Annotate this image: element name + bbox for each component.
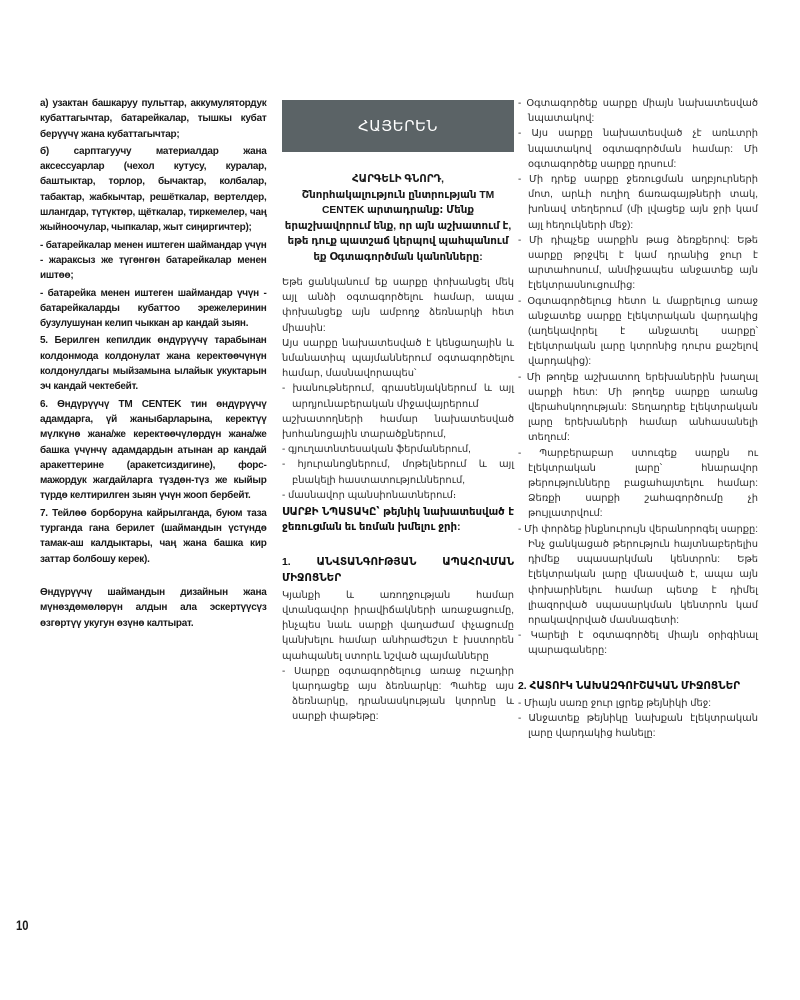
section-heading-special: 2. ՀԱՏՈՒԿ ՆԱԽԱԶԳՈՒՇԱԿԱՆ ՄԻՋՈՑՆԵՐ [518, 680, 741, 692]
left-paragraph: 5. Берилген кепилдик өндүрүүчү тарабынан колдонмода колдонулат жана керектөөчүнүн колдонулдагы мыйзамына ылайык укуктарын эч кандай чектебейт. [40, 335, 267, 393]
middle-list-item: - Սարքը օգտագործելուց առաջ ուշադիր կարդացեք այս ձեռնարկը: Պահեք այս ձեռնարկը, դրանասկության կտրոնը և սարքի փաթեթը: [282, 665, 514, 723]
right-list-item: - Օգտագործեք սարքը միայն նախատեսված նպատակով: [518, 98, 758, 125]
middle-list-item: - խանութներում, գրասենյակներում և այլ արդյունաբերական միջավայրերում [282, 383, 514, 410]
middle-list-item: - հյուրանոցներում, մոթելներում և այլ բնակելի հաստատություններում, [282, 459, 514, 486]
page-number: 10 [16, 917, 29, 933]
right-list-item: - Պարբերաբար ստուգեք սարքն ու էլեկտրական լարը՝ հնարավոր թերությունները բացահայտելու համար: Ձեռքի սարքի շահագործումը չի թույլատրվում: [518, 447, 758, 520]
intro-block [284, 172, 512, 265]
left-paragraph: 6. Өндүрүүчү ТМ CENTEK тин өндүрүүчү адамдарга, үй жаныбарларына, керектүү мүлкүнө жана/же керектөөчүлөрдүн жана/же башка үчүнчү адамдардын атынан ар кандай аракеттерине (аракетсиздигине), форс-мажордук жагдайларга түздөн-түз же кыйыр түрдө келтирилген зыян үчүн жооп бербейт. [40, 398, 267, 502]
right-list-item: - Մի դիպչեք սարքին թաց ձեռքերով: Եթե սարքը թրջվել է կամ դրանից ջուր է արտահոսում, անմիջապես անջատեք այն էլեկտրասնուցումից: [518, 234, 758, 292]
right-list-item: - Մի դրեք սարքը ջեռուցման աղբյուրների մոտ, արևի ուղիղ ճառագայթների տակ, խոնավ տեղերում (մի լվացեք այն ջրի կամ այլ հեղուկների մեջ): [518, 174, 758, 231]
middle-column-armenian [282, 96, 514, 725]
middle-paragraph: Կյանքի և առողջության համար վտանգավոր իրավիճակների առաջացումը, ինչպես նաև սարքի վաղաժամ փչացումը կանխելու համար անհրաժեշտ է խստորեն պահպանել ստորև նշված պայմանները [282, 589, 514, 662]
right-list-item: - Անջատեք թեյնիկը նախքան էլեկտրական լարը վարդակից հանելը: [518, 712, 758, 740]
intro-text: Շնորհակալություն ընտրության TM CENTEK արտադրանք։ Մենք երաշխավորում ենք, որ այն աշխատում է, եթե դուք պատշաճ կերպով պահպանում եք Օգտագործման կանոնները: [284, 189, 512, 263]
right-list-item: - Մի փորձեք ինքնուրույն վերանորոգել սարքը: Ինչ ցանկացած թերություն հայտնաբերելիս դիմեք սպասարկման կենտրոն: Եթե էլեկտրական լարը վնասված է, ապա այն փոխարինելու համար պետք է դիմել լիազորված սպասարկման կենտրոն կամ որակավորված մասնագետի: [518, 523, 758, 626]
section-heading-safety: 1. ԱՆՎՏԱՆԳՈՒԹՅԱՆ ԱՊԱՀՈՎՄԱՆ ՄԻՋՈՑՆԵՐ [282, 557, 514, 584]
right-list-item: - Օգտագործելուց հետո և մաքրելուց առաջ անջատեք սարքը էլեկտրական վարդակից (աղեկավորել է անջատել սարքը՝ էլեկտրական լարը կտրոնից դուրս քաշելով վարդակից): [518, 295, 758, 368]
middle-list-item: - մասնավոր պանսիոնատներում։ [282, 489, 457, 501]
right-column-armenian [518, 96, 758, 741]
device-purpose: ՍԱՐՔԻ ՆՊԱՏԱԿԸ՝ թեյնիկ նախատեսված է ջեռուցման եւ եռման խմելու ջրի: [282, 507, 514, 534]
right-list-item: - Միայն սառը ջուր լցրեք թեյնիկի մեջ: [518, 697, 712, 709]
left-paragraph: а) узактан башкаруу пульттар, аккумулятордук кубаттагычтар, батарейкалар, тышкы кубат берүүчү жана кубаттагычтар; [40, 98, 267, 140]
right-list-item: - Կարելի է օգտագործել միայն օրիգինալ պարագաները: [518, 630, 758, 657]
middle-list-item: - գյուղատնտեսական ֆերմաներում, [282, 444, 471, 456]
right-list-item: - Այս սարքը նախատեսված չէ առևտրի նպատակով օգտագործման համար: Մի օգտագործեք սարքը դրսում: [518, 128, 758, 170]
right-list-item: - Մի թողեք աշխատող երեխաներին խաղալ սարքի հետ: Մի թողեք սարքը առանց վերահսկողության: Տեղադրեք էլեկտրական լարը երեխաների համար անհասանելի տեղում: [518, 371, 758, 444]
left-paragraph: 7. Тейлөө борборуна кайрылганда, буюм таза турганда гана берилет (шаймандын үстүндө тамак-аш калдыктары, чаң жана башка кир заттар болбошу керек). [40, 507, 267, 565]
middle-paragraph: Այս սարքը նախատեսված է կենցաղային և նմանատիպ պայմաններում օգտագործելու համար, մասնավորապես՝ [282, 337, 514, 380]
intro-title: ՀԱՐԳԵԼԻ ԳՆՈՐԴ, [351, 174, 445, 185]
left-paragraph: - батарейкалар менен иштеген шаймандар үчүн - жараксыз же түгөнгөн батарейкалар менен иштөө; [40, 239, 267, 282]
left-paragraph: - батарейка менен иштеген шаймандар үчүн - батарейкаларды кубаттоо эрежелеринин бузулушунан келип чыккан ар кандай зыян. [40, 287, 267, 330]
manufacturer-note: Өндүрүүчү шаймандын дизайнын жана мүнөздөмөлөрүн алдын ала эскертүүсүз өзгөртүү укугун өзүнө калтырат. [40, 586, 267, 629]
left-paragraph: б) сарптагуучу материалдар жана аксессуарлар (чехол кутусу, куралар, баштыктар, торлор, бычактар, колбалар, табактар, жабкычтар, решёткалар, вертелдер, шлангдар, түтүктөр, щёткалар, тиркемелер, чаң жыйноочулар, чыпкалар, жыт сиңиргичтер); [40, 145, 267, 234]
left-column-kyrgyz [40, 96, 276, 633]
language-header: ՀԱՅԵՐԵՆ [282, 100, 514, 152]
middle-paragraph: աշխատողների համար նախատեսված խոհանոցային տարածքներում, [282, 413, 514, 441]
middle-paragraph: Եթե ցանկանում եք սարքը փոխանցել մեկ այլ անձի օգտագործելու համար, ապա փոխանցեք այն ամբողջ ձեռնարկի հետ միասին: [282, 277, 514, 334]
